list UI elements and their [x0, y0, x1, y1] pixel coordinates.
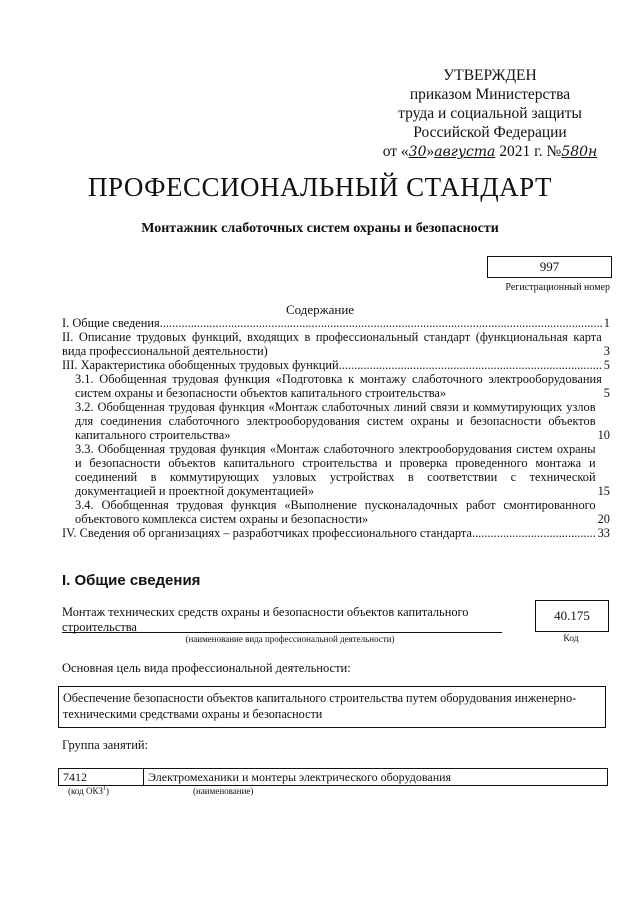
toc-entry-text: 3.2. Обобщенная трудовая функция «Монтаж слаботочных линий связи и коммутирующих узлов для соединения слаботочного электрооборудования систем охраны и безопасности объектов капитального строительства»	[75, 400, 596, 442]
approval-line-2: приказом Министерства	[409, 86, 571, 103]
toc-entry[interactable]	[62, 330, 610, 358]
approval-block	[375, 66, 605, 162]
section-heading: I. Общие сведения	[62, 572, 201, 589]
toc-title: Содержание	[285, 302, 355, 317]
activity-kind-underline	[62, 632, 502, 633]
table-of-contents	[62, 316, 610, 540]
date-mid: »	[426, 143, 435, 160]
toc-entry[interactable]	[62, 358, 610, 372]
occupation-group-name: Электромеханики и монтеры электрического оборудования	[148, 770, 452, 784]
toc-entry-page: 10	[597, 428, 610, 442]
toc-entry-page: 1	[603, 316, 610, 330]
toc-entry-page: 20	[597, 512, 610, 526]
approval-line-1: УТВЕРЖДЕН	[443, 67, 537, 84]
toc-entry-page: 5	[603, 386, 610, 400]
toc-entry-text: III. Характеристика обобщенных трудовых функций	[62, 358, 339, 372]
toc-entry-page: 3	[603, 344, 610, 358]
date-day: 30	[408, 144, 427, 160]
toc-entry[interactable]	[62, 526, 610, 540]
date-year: 2021 г. №	[495, 143, 562, 160]
toc-entry[interactable]	[62, 498, 610, 526]
toc-entry-page: 5	[603, 358, 610, 372]
activity-kind-caption: (наименование вида профессиональной деятельности)	[185, 634, 395, 644]
purpose-box: Обеспечение безопасности объектов капитального строительства путем оборудования инженерно-техническими средствами охраны и безопасности	[58, 686, 606, 728]
toc-entry-text: 3.3. Обобщенная трудовая функция «Монтаж слаботочного электрооборудования систем охраны и безопасности объектов капитального строительства и проверка проведенного монтажа и соединений в коммутирующих узловых устройствах в соответствии с технической документацией и проектной документацией»	[75, 442, 596, 498]
toc-entry-page: 15	[597, 484, 610, 498]
approval-date-line	[375, 142, 605, 162]
toc-entry-text: 3.4. Обобщенная трудовая функция «Выполнение пусконаладочных работ смонтированного объектового комплекса систем охраны и безопасности»	[75, 498, 596, 526]
toc-entry-text: IV. Сведения об организациях – разработчиках профессионального стандарта	[62, 526, 472, 540]
okz-code-caption: (код ОКЗ$^1$)	[68, 786, 109, 796]
activity-code-caption: Код	[563, 634, 579, 644]
occupation-group-label: Группа занятий:	[62, 738, 149, 752]
toc-entry[interactable]	[62, 372, 610, 400]
occupation-group-code: 7412	[59, 769, 144, 785]
registration-number-box: 997	[487, 256, 612, 278]
registration-number-label: Регистрационный номер	[505, 282, 610, 293]
purpose-label: Основная цель вида профессиональной деятельности:	[62, 661, 351, 675]
toc-entry[interactable]	[62, 400, 610, 442]
toc-entry-text: II. Описание трудовых функций, входящих в профессиональный стандарт (функциональная карта вида профессиональной деятельности)	[62, 330, 602, 358]
toc-entry-page: 33	[597, 526, 610, 540]
order-number: 580н	[561, 144, 598, 160]
date-month: августа	[434, 144, 496, 160]
date-prefix: от «	[382, 143, 409, 160]
activity-code-box: 40.175	[535, 600, 609, 632]
occupation-name-caption: (наименование)	[193, 786, 254, 796]
toc-entry-text: I. Общие сведения	[62, 316, 160, 330]
toc-entry-text: 3.1. Обобщенная трудовая функция «Подготовка к монтажу слаботочного электрооборудования систем охраны и безопасности объектов капитального строительства»	[75, 372, 602, 400]
occupation-group-row	[58, 768, 608, 786]
toc-entry[interactable]	[62, 442, 610, 498]
approval-line-3: труда и социальной защиты	[398, 105, 582, 122]
toc-entry[interactable]	[62, 316, 610, 330]
document-title: ПРОФЕССИОНАЛЬНЫЙ СТАНДАРТ	[87, 172, 553, 202]
approval-line-4: Российской Федерации	[413, 124, 567, 141]
document-subtitle: Монтажник слаботочных систем охраны и безопасности	[141, 221, 499, 236]
activity-kind-text: Монтаж технических средств охраны и безопасности объектов капитального строительства	[62, 605, 469, 634]
